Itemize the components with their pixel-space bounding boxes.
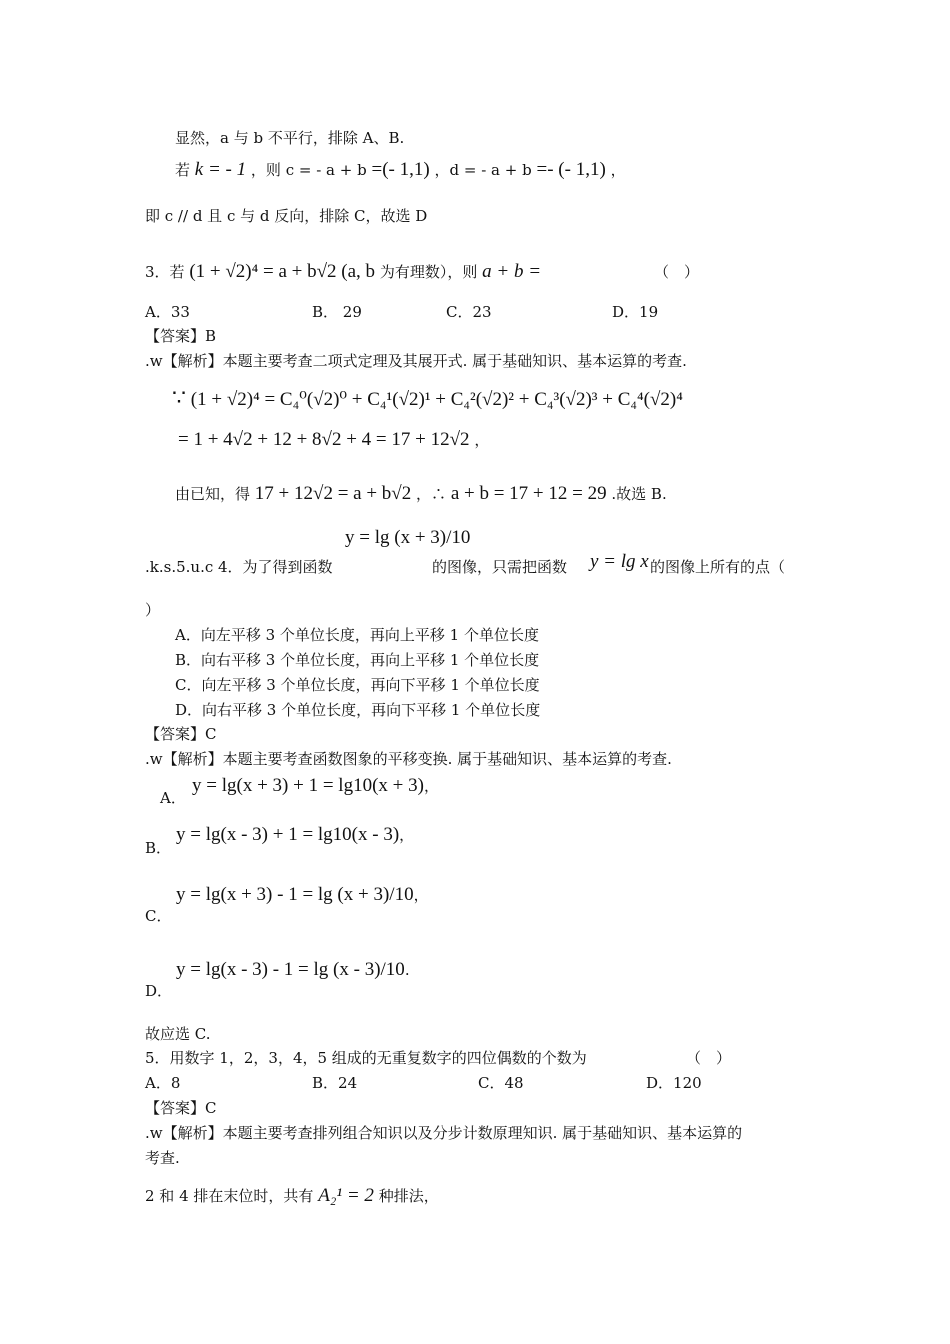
q4-sol-b-eq: y = lg(x - 3) + 1 = lg10(x - 3) xyxy=(176,824,400,845)
q4-option-b: B．向右平移 3 个单位长度，再向上平移 1 个单位长度 xyxy=(175,651,540,669)
q3-known xyxy=(175,484,667,504)
q4-sol-c-eq: y = lg(x + 3) - 1 = lg (x + 3)/10 xyxy=(176,884,414,905)
q3-option-c: C．23 xyxy=(446,303,492,321)
q3-expand-text: (1 + √2)⁴ = C₄⁰(√2)⁰ + C₄¹(√2)¹ + C₄²(√2)² + C₄³(√2)³ + C₄⁴(√2)⁴ xyxy=(190,389,683,410)
q4-answer: 【答案】C xyxy=(145,725,217,743)
q4-stem-end: 的图像上所有的点（ xyxy=(650,558,786,576)
q4-analysis: .w【解析】本题主要考查函数图象的平移变换. 属于基础知识、基本运算的考查. xyxy=(145,750,672,768)
q3-stem xyxy=(145,262,541,282)
intro-line1: 显然，a 与 b 不平行，排除 A、B. xyxy=(175,129,405,147)
q4-sol-d: y = lg(x - 3) - 1 = lg (x - 3)/10. xyxy=(176,959,410,980)
q3-known-eq: 17 + 12√2 = a + b√2 xyxy=(254,483,412,504)
d-expression: - a + b xyxy=(481,161,532,179)
q3-answer: 【答案】B xyxy=(145,327,217,345)
q4-sol-a: y = lg(x + 3) + 1 = lg10(x + 3)， xyxy=(192,775,439,796)
intro-line2 xyxy=(175,160,626,180)
intro-line2-end: ， xyxy=(610,161,626,179)
q4-stem-pre: .k.s.5.u.c 4．为了得到函数 xyxy=(145,558,333,576)
q4-conclusion: 故应选 C. xyxy=(145,1025,211,1043)
q5-analysis-line2: 考查. xyxy=(145,1149,180,1167)
q4-sol-b: y = lg(x - 3) + 1 = lg10(x - 3)， xyxy=(176,824,415,845)
q4-option-c: C．向左平移 3 个单位长度，再向下平移 1 个单位长度 xyxy=(175,676,540,694)
q5-answer: 【答案】C xyxy=(145,1099,217,1117)
q5-last-line xyxy=(145,1186,439,1206)
q4-sol-d-eq: y = lg(x - 3) - 1 = lg (x - 3)/10 xyxy=(176,959,405,980)
d-value: =- (- 1,1) xyxy=(536,159,606,180)
k-equation: k = - 1 xyxy=(194,159,247,180)
q4-option-d: D．向右平移 3 个单位长度，再向下平移 1 个单位长度 xyxy=(175,701,541,719)
q4-stem-close: ） xyxy=(145,601,161,619)
q3-ask: a + b = xyxy=(482,261,542,282)
c-expression: - a + b xyxy=(316,161,367,179)
q3-result-end: ， xyxy=(474,431,490,449)
q3-paren: （ ） xyxy=(654,263,700,281)
q3-known-pre: 由已知，得 xyxy=(175,485,251,503)
q3-known-end: .故选 B. xyxy=(611,485,667,503)
q5-last-pre: 2 和 4 排在末位时，共有 xyxy=(145,1187,314,1205)
q5-analysis-line1: .w【解析】本题主要考查排列组合知识以及分步计数原理知识. 属于基础知识、基本运算的 xyxy=(145,1124,743,1142)
q4-sol-a-eq: y = lg(x + 3) + 1 = lg10(x + 3) xyxy=(192,775,424,796)
q4-stem-mid: 的图像，只需把函数 xyxy=(432,558,568,576)
q5-last-eq: A₂¹ = 2 xyxy=(318,1185,374,1206)
q4-target-fn-text: y = lg (x + 3)/10 xyxy=(345,527,471,548)
q5-option-b: B．24 xyxy=(312,1074,358,1092)
intro-line2-pre: 若 xyxy=(175,161,191,179)
q4-sol-c: y = lg(x + 3) - 1 = lg (x + 3)/10， xyxy=(176,884,429,905)
q3-result-text: = 1 + 4√2 + 12 + 8√2 + 4 = 17 + 12√2 xyxy=(178,429,470,450)
q3-option-d: D．19 xyxy=(612,303,659,321)
c-value: =(- 1,1) xyxy=(371,159,430,180)
q5-option-c: C．48 xyxy=(478,1074,524,1092)
q4-stem xyxy=(145,557,333,577)
q3-equation: (1 + √2)⁴ = a + b√2 (a, b xyxy=(189,261,376,282)
q4-base-fn-text: y = lg x xyxy=(590,551,649,572)
intro-line2-mid1: ，则 c = xyxy=(250,161,312,179)
q3-result xyxy=(178,430,489,450)
intro-line2-mid2: ，d = xyxy=(434,161,477,179)
q3-known-mid: ，∴ xyxy=(416,485,447,503)
therefore-icon: ∵ xyxy=(172,385,186,410)
q4-target-function xyxy=(345,528,470,548)
q4-base-function xyxy=(590,552,649,572)
q4-sol-a-label: A． xyxy=(160,789,186,807)
q5-paren: （ ） xyxy=(686,1049,732,1067)
q4-sol-b-label: B． xyxy=(145,839,172,857)
q5-stem: 5．用数字 1，2，3，4，5 组成的无重复数字的四位偶数的个数为 xyxy=(145,1049,587,1067)
q3-stem-mid: 为有理数），则 xyxy=(379,263,478,281)
q4-sol-c-label: C． xyxy=(145,907,172,925)
q5-option-a: A．8 xyxy=(145,1074,181,1092)
q3-expansion xyxy=(172,385,683,410)
q3-stem-pre: 3．若 xyxy=(145,263,185,281)
q3-known-sum: a + b = 17 + 12 = 29 xyxy=(450,483,607,504)
q4-sol-d-label: D． xyxy=(145,982,173,1000)
q3-analysis: .w【解析】本题主要考查二项式定理及其展开式. 属于基础知识、基本运算的考查. xyxy=(145,352,687,370)
q3-option-b: B． 29 xyxy=(312,303,362,321)
q3-option-a: A．33 xyxy=(145,303,190,321)
q5-option-d: D．120 xyxy=(646,1074,702,1092)
q4-option-a: A．向左平移 3 个单位长度，再向上平移 1 个单位长度 xyxy=(175,626,539,644)
intro-line3: 即 c // d 且 c 与 d 反向，排除 C，故选 D xyxy=(145,207,428,225)
q5-last-end: 种排法， xyxy=(378,1187,439,1205)
